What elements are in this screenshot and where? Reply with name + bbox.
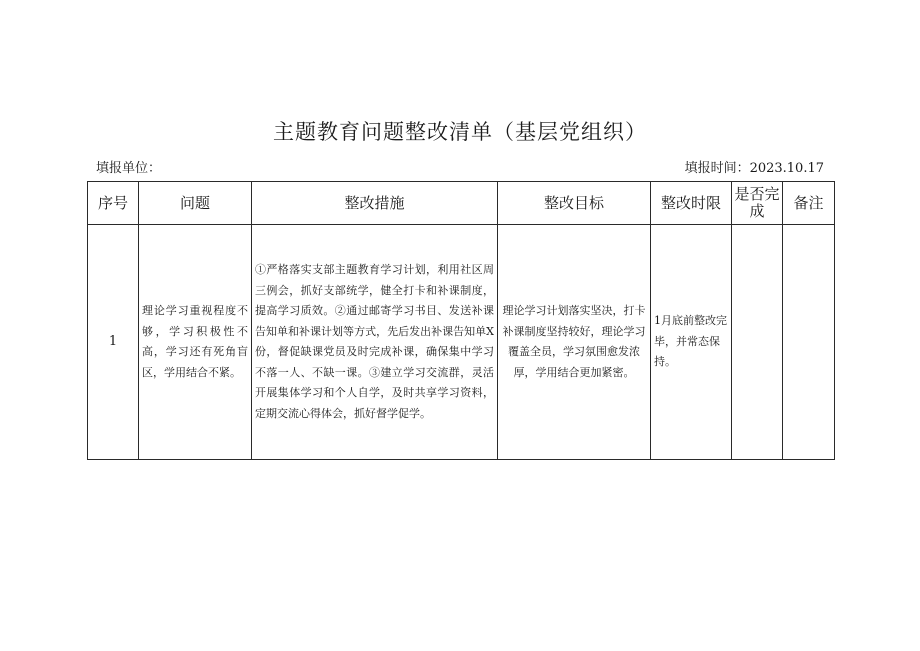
rectification-table [87,181,835,460]
header-measures: 整改措施 [252,182,498,225]
header-problem: 问题 [139,182,252,225]
reporting-unit-label: 填报单位： [96,161,162,176]
table-header-row [88,182,835,225]
cell-remark [783,225,835,460]
header-completed: 是否完成 [732,182,783,225]
cell-goal: 理论学习计划落实坚决，打卡补课制度坚持较好，理论学习覆盖全员，学习氛围愈发浓厚，学用结合更加紧密。 [498,225,651,460]
page-title: 主题教育问题整改清单（基层党组织） [273,120,647,144]
cell-no: 1 [88,225,139,460]
cell-completed [732,225,783,460]
header-goal: 整改目标 [498,182,651,225]
header-remark: 备注 [783,182,835,225]
cell-problem: 理论学习重视程度不够，学习积极性不高，学习还有死角盲区，学用结合不紧。 [139,225,252,460]
cell-deadline: 1月底前整改完毕，并常态保持。 [651,225,732,460]
cell-measures: ①严格落实支部主题教育学习计划，利用社区周三例会，抓好支部统学，健全打卡和补课制度，提高学习质效。②通过邮寄学习书目、发送补课告知单和补课计划等方式，先后发出补课告知单X份，督促缺课党员及时完成补课，确保集中学习不落一人、不缺一课。③建立学习交流群，灵活开展集体学习和个人自学，及时共享学习资料，定期交流心得体会，抓好督学促学。 [252,225,498,460]
header-no: 序号 [88,182,139,225]
table-row [88,225,835,460]
header-deadline: 整改时限 [651,182,732,225]
reporting-date: 填报时间：2023.10.17 [684,161,824,176]
